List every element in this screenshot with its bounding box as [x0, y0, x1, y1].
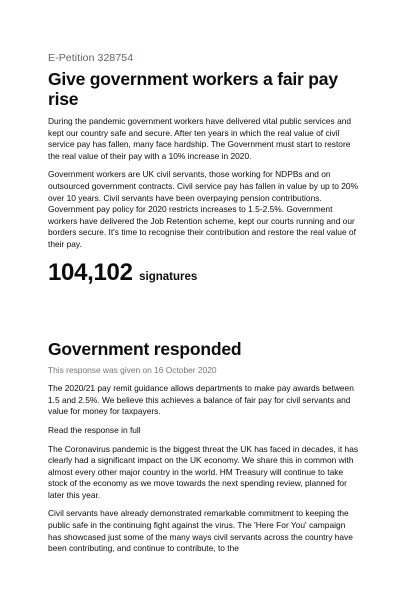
response-paragraph: The Coronavirus pandemic is the biggest threat the UK has faced in decades, it has clearly had a significant impact on the UK economy. We share this in common with almost every other major country in the world. HM Treasury will continue to take stock of the economy as we move towards the next spending review, planned for later this year.	[48, 443, 359, 500]
petition-summary: During the pandemic government workers have delivered vital public services and kept our country safe and secure. After ten years in which the real value of civil service pay has fallen, many face hardship. The Government must start to restore the real value of their pay with a 10% increase in 2020.	[48, 116, 352, 161]
response-summary: The 2020/21 pay remit guidance allows departments to make pay awards between 1.5 and 2.5%. We believe this achieves a balance of fair pay for civil servants and value for money for taxpayers.	[48, 383, 354, 417]
petition-content	[48, 52, 360, 562]
response-paragraph: Civil servants have already demonstrated remarkable commitment to keeping the public safe in the continuing fight against the virus. The 'Here For You' campaign has showcased just some of the many ways civil servants across the country have been contributing, and continue to contribute, to the	[48, 508, 353, 554]
signature-count-block	[48, 259, 360, 287]
signature-count: 104,102	[48, 258, 133, 286]
signature-label: signatures	[139, 270, 198, 283]
petition-reference: E-Petition 328754	[48, 52, 134, 64]
read-full-response-link[interactable]: Read the response in full	[48, 424, 141, 435]
petition-details: Government workers are UK civil servants, those working for NDPBs and on outsourced government contracts. Civil service pay has fallen in value by up to 20% over 10 years. Civil servants have been overpaying pension contributions. Government pay policy for 2020 restricts increases to 1.5-2.5%. Government workers have delivered the Job Retention scheme, kept our courts running and our borders secure. It's time to recognise their contribution and restore the real value of their pay.	[48, 169, 359, 249]
petition-title: Give government workers a fair pay rise	[48, 69, 338, 109]
response-heading: Government responded	[48, 338, 242, 359]
response-date: This response was given on 16 October 2020	[48, 364, 217, 375]
